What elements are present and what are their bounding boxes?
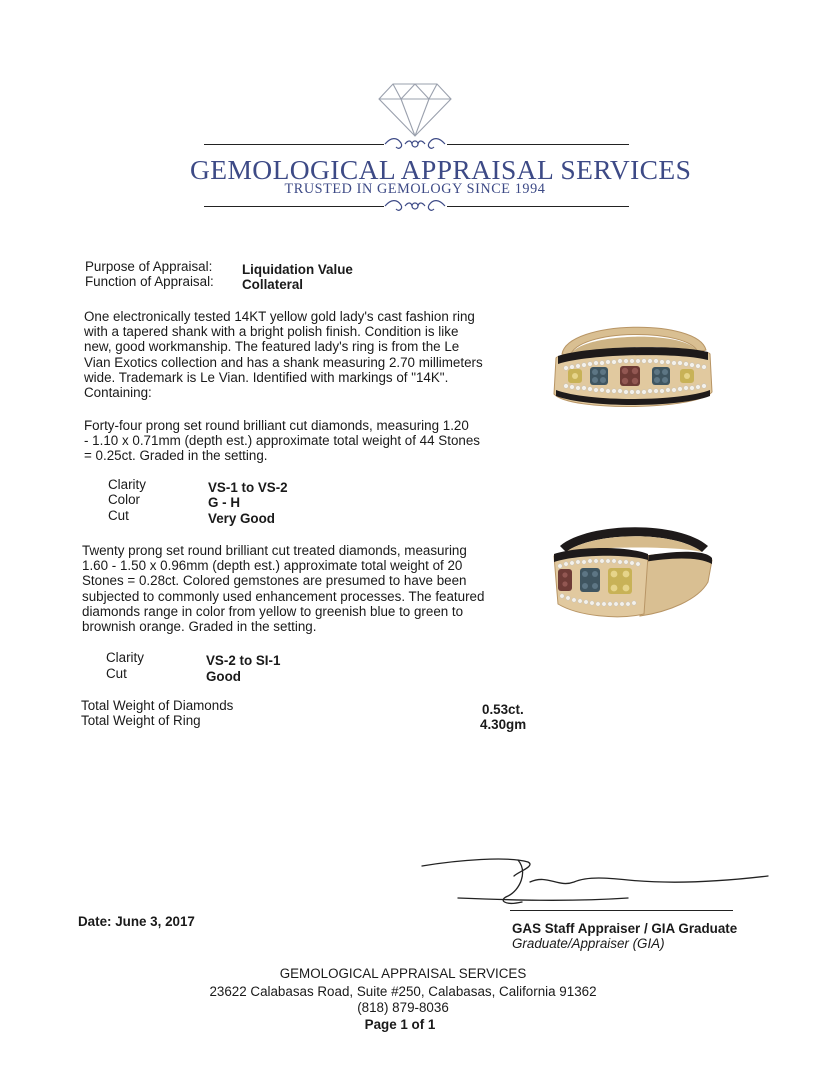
diamond-logo-icon bbox=[375, 81, 455, 139]
header-rule-top bbox=[204, 144, 384, 145]
treated-line: 1.60 - 1.50 x 0.96mm (depth est.) approximate total weight of 20 bbox=[82, 558, 463, 574]
ring-shank bbox=[640, 553, 712, 616]
treated-cut-value: Good bbox=[206, 669, 241, 684]
diamonds-paragraph bbox=[84, 418, 480, 464]
purpose-value: Liquidation Value bbox=[242, 262, 353, 277]
scroll-ornament-bottom-icon bbox=[383, 197, 447, 215]
ring-photo-angled bbox=[548, 516, 718, 626]
gem-cluster-brown bbox=[558, 569, 572, 591]
footer-address: 23622 Calabasas Road, Suite #250, Calabasas, California 91362 bbox=[209, 984, 597, 999]
diamonds-color-value: G - H bbox=[208, 495, 240, 510]
treated-line: Stones = 0.28ct. Colored gemstones are presumed to have been bbox=[82, 573, 467, 589]
ring-photo-front bbox=[548, 306, 718, 418]
gem-cluster-yellow-2 bbox=[680, 369, 694, 383]
description-paragraph bbox=[84, 309, 483, 400]
appraiser-signature bbox=[418, 852, 778, 922]
gem-cluster-teal bbox=[580, 568, 600, 592]
footer-page-number: Page 1 of 1 bbox=[364, 1017, 436, 1032]
treated-line: diamonds range in color from yellow to greenish blue to green to bbox=[82, 603, 464, 619]
treated-paragraph bbox=[82, 543, 484, 634]
total-diamonds-label: Total Weight of Diamonds bbox=[81, 698, 234, 713]
treated-clarity-label: Clarity bbox=[106, 650, 144, 665]
appraiser-title: GAS Staff Appraiser / GIA Graduate bbox=[512, 921, 738, 936]
description-line: One electronically tested 14KT yellow gold lady's cast fashion ring bbox=[84, 309, 475, 324]
diamonds-cut-value: Very Good bbox=[208, 511, 275, 526]
header-rule-bottom bbox=[204, 206, 384, 207]
gem-cluster-teal bbox=[590, 367, 608, 385]
diamonds-line: - 1.10 x 0.71mm (depth est.) approximate total weight of 44 Stones bbox=[84, 433, 480, 449]
header-rule-bottom-right bbox=[447, 206, 629, 207]
letterhead bbox=[190, 75, 692, 225]
description-line: Vian Exotics collection and has a shank measuring 2.70 millimeters bbox=[84, 354, 483, 370]
company-name: GEMOLOGICAL APPRAISAL SERVICES bbox=[190, 154, 692, 185]
header-rule-top-right bbox=[447, 144, 629, 145]
gem-cluster-yellow bbox=[608, 568, 632, 594]
total-ring-value: 4.30gm bbox=[480, 717, 527, 732]
description-line: new, good workmanship. The featured lady's ring is from the Le bbox=[84, 339, 460, 355]
treated-line: subjected to commonly used enhancement processes. The featured bbox=[82, 588, 485, 604]
diamonds-line: Forty-four prong set round brilliant cut diamonds, measuring 1.20 bbox=[84, 418, 469, 433]
function-label: Function of Appraisal: bbox=[85, 274, 214, 289]
description-line: Containing: bbox=[84, 385, 152, 401]
scroll-ornament-icon bbox=[383, 135, 447, 153]
diamonds-clarity-label: Clarity bbox=[108, 477, 146, 492]
gem-cluster-yellow bbox=[568, 369, 582, 383]
gem-cluster-brown bbox=[620, 366, 640, 386]
diamonds-clarity-value: VS-1 to VS-2 bbox=[208, 480, 288, 495]
appraiser-subtitle: Graduate/Appraiser (GIA) bbox=[512, 936, 665, 951]
treated-line: Twenty prong set round brilliant cut treated diamonds, measuring bbox=[82, 543, 467, 558]
signature-rule bbox=[510, 910, 733, 911]
footer-phone: (818) 879-8036 bbox=[357, 1000, 449, 1015]
total-diamonds-value: 0.53ct. bbox=[482, 702, 524, 717]
total-ring-label: Total Weight of Ring bbox=[81, 713, 201, 728]
footer-company: GEMOLOGICAL APPRAISAL SERVICES bbox=[279, 966, 527, 981]
diamonds-line: = 0.25ct. Graded in the setting. bbox=[84, 448, 268, 464]
gem-cluster-teal-2 bbox=[652, 367, 670, 385]
purpose-label: Purpose of Appraisal: bbox=[85, 259, 213, 274]
diamonds-color-label: Color bbox=[108, 492, 140, 507]
diamonds-cut-label: Cut bbox=[108, 508, 129, 523]
description-line: wide. Trademark is Le Vian. Identified with markings of "14K". bbox=[84, 369, 449, 385]
treated-line: brownish orange. Graded in the setting. bbox=[82, 619, 317, 635]
appraisal-date: Date: June 3, 2017 bbox=[78, 914, 195, 929]
company-tagline: TRUSTED IN GEMOLOGY SINCE 1994 bbox=[284, 181, 546, 197]
description-line: with a tapered shank with a bright polish finish. Condition is like bbox=[84, 324, 459, 340]
function-value: Collateral bbox=[242, 277, 304, 292]
treated-cut-label: Cut bbox=[106, 666, 127, 681]
treated-clarity-value: VS-2 to SI-1 bbox=[206, 653, 281, 668]
